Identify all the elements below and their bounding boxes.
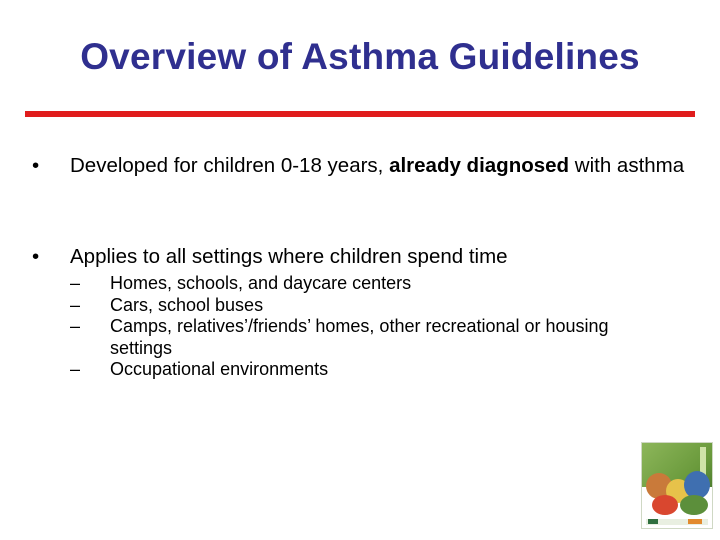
dash-marker: – bbox=[70, 273, 81, 293]
slide-title: Overview of Asthma Guidelines bbox=[80, 36, 640, 77]
cover-photo bbox=[652, 495, 678, 515]
bullet-text-end: with asthma bbox=[569, 154, 685, 177]
dash-marker: – bbox=[70, 359, 81, 379]
bullet-text-bold: already diagnosed bbox=[389, 154, 570, 177]
cover-photo bbox=[680, 495, 708, 515]
sub-item bbox=[70, 273, 630, 295]
settings-sub-list bbox=[70, 273, 630, 381]
dash-marker: – bbox=[70, 294, 81, 315]
sub-item-text: Cars, school buses bbox=[110, 294, 264, 315]
sub-item bbox=[70, 359, 630, 381]
sub-item bbox=[70, 316, 630, 359]
bullet-text-start: Developed for children 0-18 years, bbox=[70, 154, 390, 177]
title-divider bbox=[25, 111, 695, 117]
bullet-marker: • bbox=[32, 245, 40, 268]
cover-logo bbox=[688, 519, 702, 524]
cover-logo bbox=[648, 519, 658, 524]
sub-item bbox=[70, 295, 630, 317]
bullet-marker: • bbox=[32, 154, 40, 177]
bullet-text: Applies to all settings where children spend time bbox=[70, 245, 508, 268]
sub-item-text: Homes, schools, and daycare centers bbox=[110, 273, 412, 293]
sub-item-text: Occupational environments bbox=[110, 359, 329, 379]
sub-item-text: Camps, relatives’/friends’ homes, other recreational or housing settings bbox=[110, 316, 609, 358]
bullet-text bbox=[70, 152, 690, 180]
dash-marker: – bbox=[70, 316, 81, 336]
guideline-booklet-cover-icon bbox=[641, 442, 713, 529]
